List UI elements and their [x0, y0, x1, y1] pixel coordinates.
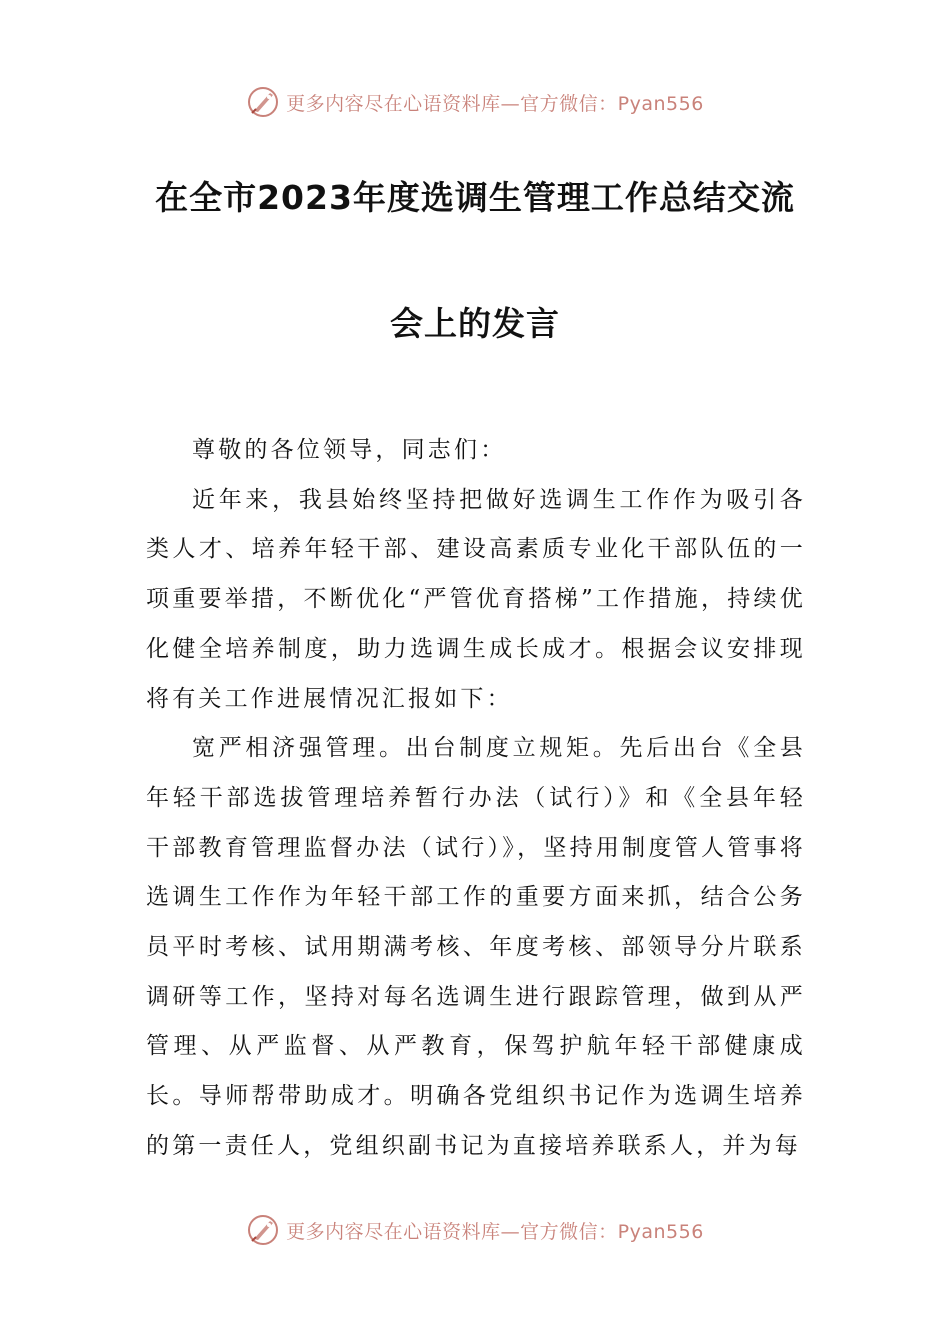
quill-logo-icon	[246, 85, 280, 119]
paragraph-management: 宽严相济强管理。出台制度立规矩。先后出台《全县年轻干部选拔管理培养暂行办法（试行）》和《全县年轻干部教育管理监督办法（试行）》，坚持用制度管人管事将选调生工作作为年轻干部工作的重要方面来抓，结合公务员平时考核、试用期满考核、年度考核、部领导分片联系调研等工作，坚持对每名选调生进行跟踪管理，做到从严管理、从严监督、从严教育，保驾护航年轻干部健康成长。导师帮带助成才。明确各党组织书记作为选调生培养的第一责任人，党组织副书记为直接培养联系人，并为每	[146, 735, 806, 1159]
footer-watermark	[0, 1210, 950, 1250]
document-body	[146, 426, 806, 1172]
document-title-line-2: 会上的发言	[390, 304, 560, 343]
watermark-wechat-id: Pyan556	[617, 1220, 704, 1243]
greeting: 尊敬的各位领导，同志们：	[192, 437, 507, 463]
paragraph-intro: 近年来，我县始终坚持把做好选调生工作作为吸引各类人才、培养年轻干部、建设高素质专业化干部队伍的一项重要举措，不断优化“严管优育搭梯”工作措施，持续优化健全培养制度，助力选调生成长成才。根据会议安排现将有关工作进展情况汇报如下：	[146, 486, 806, 712]
watermark-text: 更多内容尽在心语资料库—官方微信：Pyan556	[286, 1220, 704, 1243]
document-title-line-1: 在全市2023年度选调生管理工作总结交流	[155, 178, 795, 217]
watermark-wechat-id: Pyan556	[617, 92, 704, 115]
quill-logo-icon	[246, 1213, 280, 1247]
watermark-text: 更多内容尽在心语资料库—官方微信：Pyan556	[286, 92, 704, 115]
header-watermark	[0, 82, 950, 122]
